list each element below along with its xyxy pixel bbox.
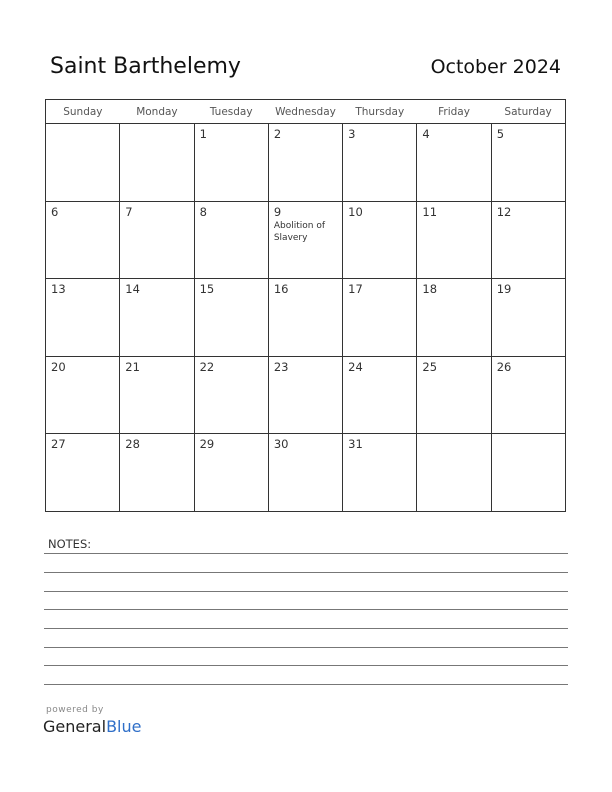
weekday-header: Monday — [120, 100, 194, 124]
day-cell — [194, 124, 268, 202]
day-number: 24 — [348, 359, 363, 374]
weekday-header: Sunday — [46, 100, 120, 124]
note-line — [44, 609, 568, 610]
notes-label: NOTES: — [48, 537, 92, 551]
week-row — [46, 124, 566, 202]
day-number: 21 — [125, 359, 140, 374]
day-number: 7 — [125, 204, 133, 219]
day-number: 26 — [496, 359, 512, 374]
day-number: 6 — [51, 204, 59, 219]
day-number: 11 — [422, 204, 438, 219]
day-cell — [491, 356, 565, 434]
day-cell — [491, 434, 565, 512]
weekday-header: Tuesday — [194, 100, 268, 124]
day-number: 22 — [199, 359, 215, 374]
day-cell — [194, 279, 268, 357]
day-number: 15 — [199, 282, 215, 297]
day-cell — [194, 201, 268, 279]
day-cell — [46, 201, 120, 279]
day-cell — [120, 434, 194, 512]
weekday-header-row — [46, 100, 566, 124]
calendar-region-title: Saint Barthelemy — [50, 54, 241, 79]
day-cell — [417, 434, 491, 512]
day-cell — [268, 201, 342, 279]
day-cell — [120, 356, 194, 434]
day-cell — [268, 124, 342, 202]
note-line — [44, 665, 568, 666]
weekday-header: Thursday — [343, 100, 417, 124]
day-cell — [343, 124, 417, 202]
note-line — [44, 647, 568, 648]
day-number: 3 — [348, 127, 356, 141]
day-cell — [417, 356, 491, 434]
day-number: 27 — [51, 437, 66, 452]
note-line — [44, 591, 568, 592]
day-number: 13 — [51, 282, 66, 297]
day-number: 28 — [125, 437, 140, 452]
weekday-header: Saturday — [491, 100, 565, 124]
day-cell — [268, 279, 342, 357]
day-number: 10 — [348, 204, 363, 219]
day-number: 31 — [348, 437, 363, 452]
day-number: 4 — [422, 127, 430, 141]
brand-name-general: General — [43, 717, 107, 736]
day-cell — [491, 279, 565, 357]
day-cell — [46, 279, 120, 357]
week-row — [46, 279, 566, 357]
day-cell — [120, 279, 194, 357]
day-cell — [46, 356, 120, 434]
day-cell — [268, 356, 342, 434]
day-cell — [46, 124, 120, 202]
day-cell — [343, 201, 417, 279]
day-number: 30 — [273, 437, 289, 452]
day-number: 5 — [496, 127, 505, 141]
day-cell — [120, 201, 194, 279]
day-number: 29 — [199, 437, 215, 452]
week-row — [46, 434, 566, 512]
day-cell — [417, 279, 491, 357]
day-number: 2 — [273, 127, 282, 141]
day-number: 12 — [496, 204, 512, 219]
holiday-label: Abolition of Slavery — [273, 220, 325, 243]
day-number: 16 — [273, 282, 289, 297]
week-row — [46, 356, 566, 434]
note-line — [44, 553, 568, 554]
brand-name-blue: Blue — [106, 717, 142, 736]
note-line — [44, 684, 568, 685]
day-number: 14 — [125, 282, 140, 297]
day-cell — [120, 124, 194, 202]
generalblue-logo — [43, 717, 141, 736]
day-cell — [194, 356, 268, 434]
day-number: 9 — [273, 204, 282, 219]
day-cell — [417, 124, 491, 202]
day-number: 17 — [348, 282, 363, 297]
day-number: 18 — [422, 282, 438, 297]
day-number: 23 — [273, 359, 289, 374]
day-cell — [417, 201, 491, 279]
day-cell — [343, 279, 417, 357]
day-cell — [194, 434, 268, 512]
weekday-header: Friday — [417, 100, 491, 124]
weekday-header: Wednesday — [268, 100, 342, 124]
day-cell — [491, 201, 565, 279]
week-row — [46, 201, 566, 279]
day-number: 1 — [199, 127, 207, 141]
day-cell — [268, 434, 342, 512]
day-number: 8 — [199, 204, 207, 219]
day-cell — [343, 356, 417, 434]
day-cell — [343, 434, 417, 512]
powered-by-label: powered by — [46, 705, 104, 715]
day-cell — [491, 124, 565, 202]
day-cell — [46, 434, 120, 512]
note-line — [44, 628, 568, 629]
day-number: 25 — [422, 359, 438, 374]
day-number: 19 — [496, 282, 512, 297]
day-number: 20 — [51, 359, 66, 374]
note-line — [44, 572, 568, 573]
calendar-month-title: October 2024 — [430, 56, 561, 78]
month-calendar-grid — [45, 99, 566, 512]
